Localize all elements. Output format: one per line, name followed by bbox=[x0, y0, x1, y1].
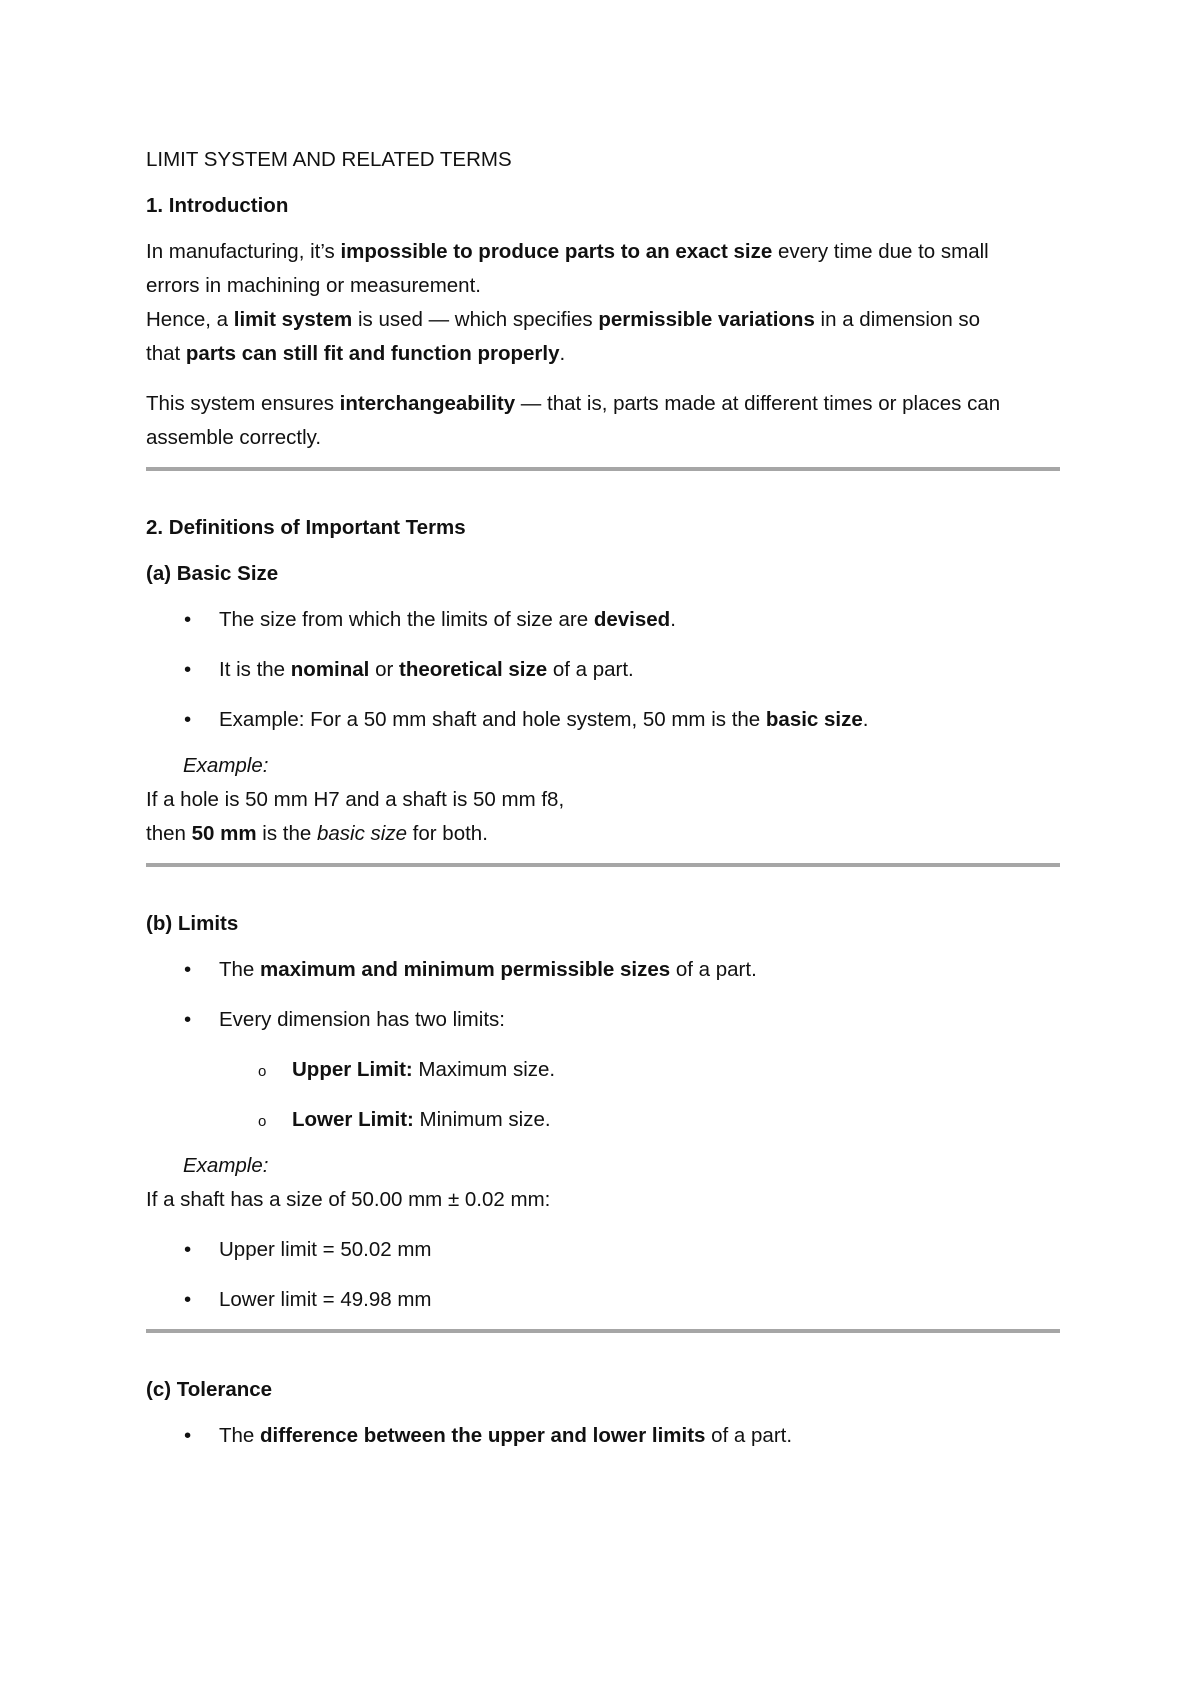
bullet-icon: • bbox=[184, 708, 192, 731]
intro-paragraph-3-cont: assemble correctly. bbox=[146, 426, 322, 449]
bullet-icon: • bbox=[184, 1424, 192, 1447]
list-item: • The difference between the upper and lower limits of a part. bbox=[146, 1419, 1060, 1453]
document-page bbox=[146, 143, 1060, 1469]
bullet-icon: • bbox=[184, 1238, 192, 1261]
example-line-1: If a hole is 50 mm H7 and a shaft is 50 mm f8, bbox=[146, 788, 565, 811]
section-heading-introduction: 1. Introduction bbox=[146, 194, 289, 217]
list-item: o Upper Limit: Maximum size. bbox=[146, 1053, 1060, 1087]
circle-bullet-icon: o bbox=[258, 1063, 267, 1080]
intro-paragraph-1: In manufacturing, it’s impossible to produce parts to an exact size every time due to small bbox=[146, 240, 989, 263]
list-item: • The maximum and minimum permissible sizes of a part. bbox=[146, 953, 1060, 987]
subheading-basic-size: (a) Basic Size bbox=[146, 562, 279, 585]
subheading-tolerance: (c) Tolerance bbox=[146, 1378, 273, 1401]
section-divider bbox=[146, 467, 1060, 471]
list-item: • Example: For a 50 mm shaft and hole system, 50 mm is the basic size. bbox=[146, 703, 1060, 737]
list-item: o Lower Limit: Minimum size. bbox=[146, 1103, 1060, 1137]
example-label: Example: bbox=[183, 1154, 269, 1177]
bullet-icon: • bbox=[184, 1288, 192, 1311]
limits-sub-list bbox=[146, 1053, 1060, 1137]
example-line-2: then 50 mm is the basic size for both. bbox=[146, 822, 488, 845]
list-item: • It is the nominal or theoretical size of a part. bbox=[146, 653, 1060, 687]
section-divider bbox=[146, 863, 1060, 867]
list-item: • Lower limit = 49.98 mm bbox=[146, 1283, 1060, 1317]
list-item: • The size from which the limits of size are devised. bbox=[146, 603, 1060, 637]
intro-paragraph-3: This system ensures interchangeability — that is, parts made at different times or places can bbox=[146, 392, 1001, 415]
section-heading-definitions: 2. Definitions of Important Terms bbox=[146, 516, 466, 539]
example-line-1: If a shaft has a size of 50.00 mm ± 0.02 mm: bbox=[146, 1188, 551, 1211]
bullet-icon: • bbox=[184, 1008, 192, 1031]
subheading-limits: (b) Limits bbox=[146, 912, 239, 935]
list-item: • Every dimension has two limits: bbox=[146, 1003, 1060, 1037]
bullet-icon: • bbox=[184, 608, 192, 631]
bullet-icon: • bbox=[184, 958, 192, 981]
intro-paragraph-2-cont: that parts can still fit and function properly. bbox=[146, 342, 566, 365]
limits-list bbox=[146, 953, 1060, 1037]
intro-paragraph-1-cont: errors in machining or measurement. bbox=[146, 274, 481, 297]
intro-paragraph-2: Hence, a limit system is used — which specifies permissible variations in a dimension so bbox=[146, 308, 981, 331]
example-label: Example: bbox=[183, 754, 269, 777]
section-divider bbox=[146, 1329, 1060, 1333]
document-title: LIMIT SYSTEM AND RELATED TERMS bbox=[146, 148, 512, 171]
tolerance-list bbox=[146, 1419, 1060, 1453]
list-item: • Upper limit = 50.02 mm bbox=[146, 1233, 1060, 1267]
basic-size-list bbox=[146, 603, 1060, 737]
circle-bullet-icon: o bbox=[258, 1113, 267, 1130]
limits-example-list bbox=[146, 1233, 1060, 1317]
bullet-icon: • bbox=[184, 658, 192, 681]
